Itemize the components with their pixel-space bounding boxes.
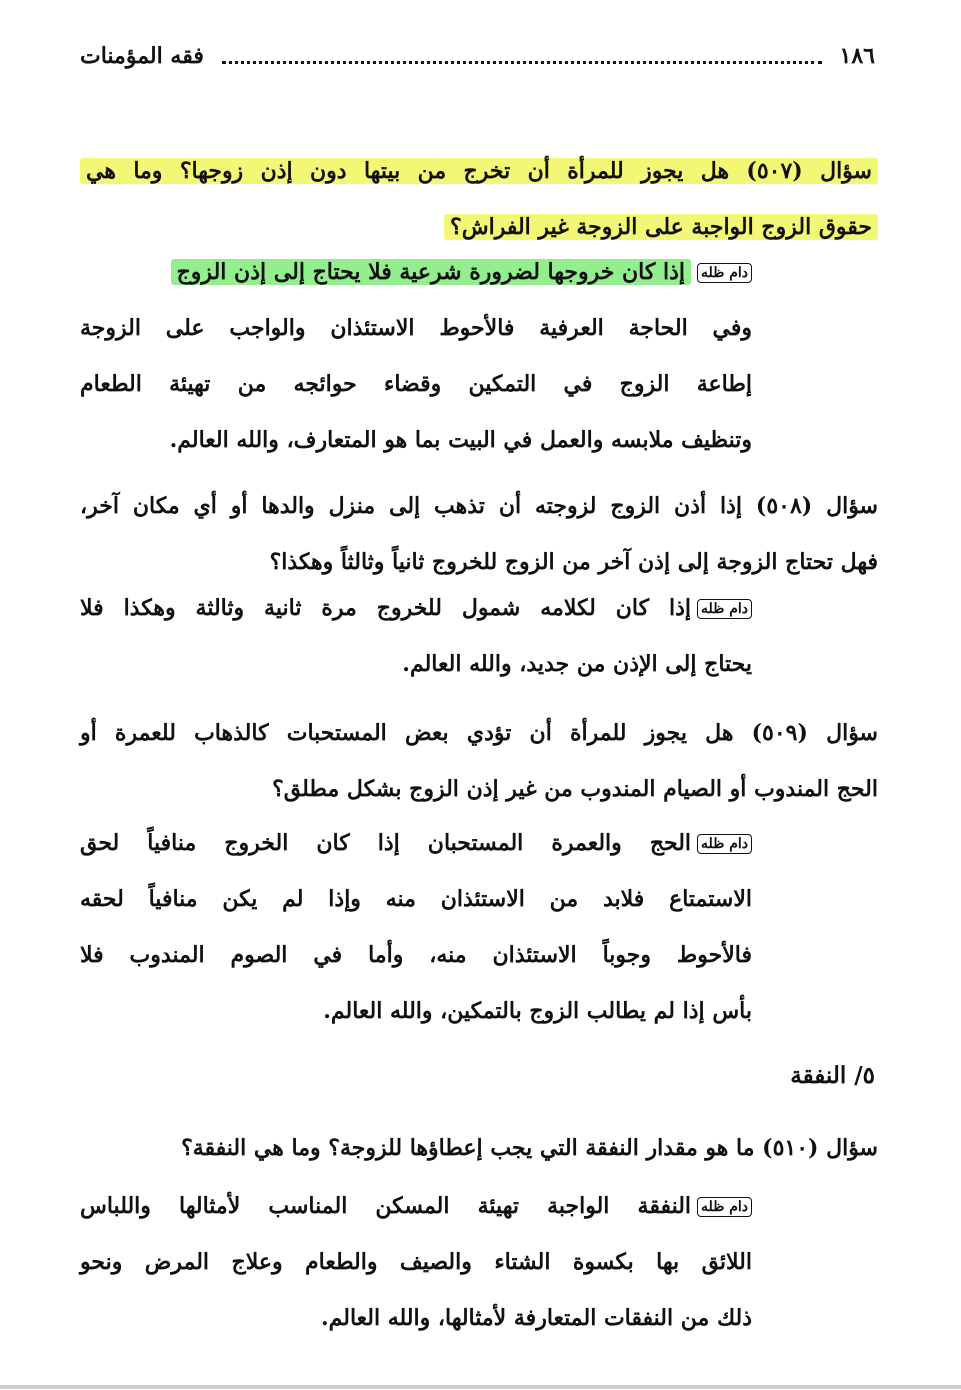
answer-507-line-4: وتنظيف ملابسه والعمل في البيت بما هو المتعارف، والله العالم. [169,427,752,453]
question-509 [80,705,878,817]
answer-507-line-2: وفي الحاجة العرفية فالأحوط الاستئذان والواجب على الزوجة [80,315,752,341]
honorific-symbol: دام ظله [697,834,752,854]
question-510-line-1: سؤال (٥١٠) ما هو مقدار النفقة التي يجب إعطاؤها للزوجة؟ وما هي النفقة؟ [181,1135,878,1161]
answer-507-line-1 [80,244,752,300]
answer-509 [80,815,752,1039]
page-number: ١٨٦ [839,43,875,69]
page-bottom-edge [0,1385,961,1389]
honorific-symbol: دام ظله [697,599,752,619]
answer-508-line-1: دام ظلهإذا كان لكلامه شمول للخروج مرة ثانية وثالثة وهكذا فلا [80,580,752,636]
question-507-line-1 [80,143,878,199]
answer-508 [80,580,752,692]
book-title: فقه المؤمنات [80,43,204,69]
question-509-line-1: سؤال (٥٠٩) هل يجوز للمرأة أن تؤدي بعض المستحبات كالذهاب للعمرة أو [80,720,878,746]
answer-507-line-3: إطاعة الزوج في التمكين وقضاء حوائجه من تهيئة الطعام [80,371,752,397]
question-508 [80,478,878,590]
highlight-yellow: حقوق الزوج الواجبة على الزوجة غير الفراش؟ [444,214,878,240]
honorific-symbol: دام ظله [697,263,752,283]
header-dotted-leader [222,61,822,64]
highlight-yellow: سؤال (٥٠٧) هل يجوز للمرأة أن تخرج من بيتها دون إذن زوجها؟ وما هي [80,158,878,184]
answer-509-line-2: الاستمتاع فلابد من الاستئذان منه وإذا لم يكن منافياً لحقه [80,886,752,912]
question-508-line-1: سؤال (٥٠٨) إذا أذن الزوج لزوجته أن تذهب إلى منزل والدها أو أي مكان آخر، [80,493,878,519]
highlight-green: إذا كان خروجها لضرورة شرعية فلا يحتاج إلى إذن الزوج [171,259,691,285]
question-509-line-2: الحج المندوب أو الصيام المندوب من غير إذن الزوج بشكل مطلق؟ [272,776,878,802]
question-510 [80,1120,878,1176]
answer-510-line-1: دام ظلهالنفقة الواجبة تهيئة المسكن المناسب لأمثالها واللباس [80,1178,752,1234]
answer-509-line-4: بأس إذا لم يطالب الزوج بالتمكين، والله العالم. [323,998,752,1024]
question-507 [80,143,878,255]
answer-508-line-2: يحتاج إلى الإذن من جديد، والله العالم. [402,651,752,677]
answer-510 [80,1178,752,1346]
section-title: ٥/ النفقة [790,1062,875,1089]
honorific-symbol: دام ظله [697,1197,752,1217]
answer-507 [80,244,752,468]
question-508-line-2: فهل تحتاج الزوجة إلى إذن آخر من الزوج للخروج ثانياً وثالثاً وهكذا؟ [269,549,878,575]
answer-509-line-1: دام ظلهالحج والعمرة المستحبان إذا كان الخروج منافياً لحق [80,815,752,871]
page-header [80,38,875,74]
answer-510-line-3: ذلك من النفقات المتعارفة لأمثالها، والله العالم. [320,1305,752,1331]
answer-509-line-3: فالأحوط وجوباً الاستئذان منه، وأما في الصوم المندوب فلا [80,942,752,968]
answer-510-line-2: اللائق بها بكسوة الشتاء والصيف والطعام وعلاج المرض ونحو [80,1249,752,1275]
